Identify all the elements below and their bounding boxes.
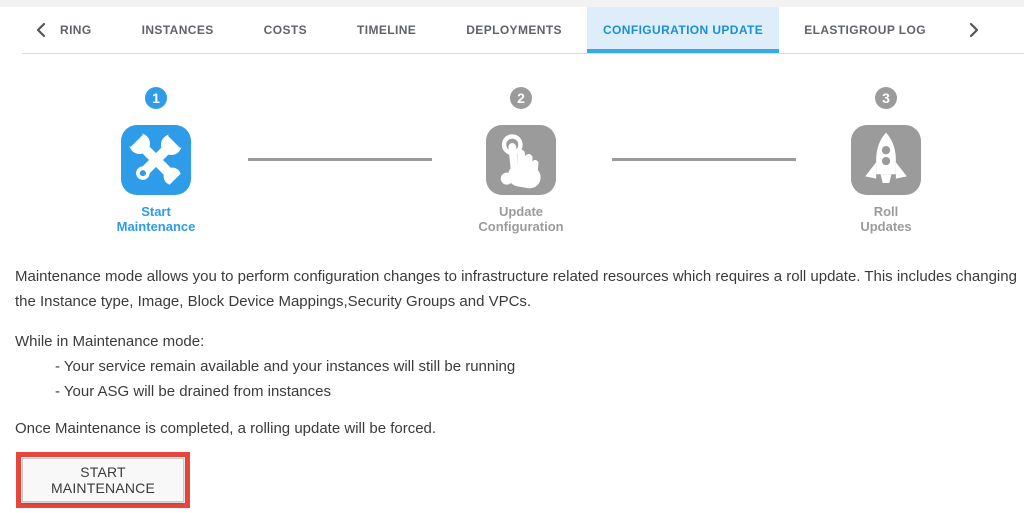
step-update-configuration xyxy=(451,80,591,234)
red-highlight-annotation xyxy=(16,452,190,508)
maintenance-description: Maintenance mode allows you to perform configuration changes to infrastructure related resources which requires a roll update. This includes changing the Instance type, Image, Block Device Mappings,Security Groups and VPCs. xyxy=(15,268,1017,310)
bullet-asg-drained: - Your ASG will be drained from instances xyxy=(55,383,331,400)
step-label: Roll Updates xyxy=(860,204,912,234)
step-label: Start Maintenance xyxy=(116,204,196,234)
tab-bar xyxy=(0,7,1024,53)
tap-icon xyxy=(486,125,556,195)
maintenance-stepper xyxy=(0,80,1024,250)
step-connector-1 xyxy=(248,158,432,161)
step-number-badge: 3 xyxy=(875,87,897,109)
step-connector-2 xyxy=(612,158,796,161)
chevron-left-icon[interactable] xyxy=(30,7,52,53)
step-label: Update Configuration xyxy=(478,204,564,234)
tab-deployments[interactable]: DEPLOYMENTS xyxy=(466,23,562,37)
window-top-strip xyxy=(0,0,1024,7)
tab-costs[interactable]: COSTS xyxy=(263,23,308,37)
tab-bar-divider xyxy=(22,53,1024,54)
rocket-icon xyxy=(851,125,921,195)
tools-icon xyxy=(121,125,191,195)
step-number-badge: 2 xyxy=(510,87,532,109)
step-number-badge: 1 xyxy=(145,87,167,109)
while-in-maintenance-heading: While in Maintenance mode: xyxy=(15,333,205,350)
step-start-maintenance xyxy=(86,80,226,234)
step-roll-updates xyxy=(816,80,956,234)
tab-ring[interactable]: RING xyxy=(60,23,92,37)
chevron-right-icon[interactable] xyxy=(963,7,985,53)
tab-configuration-update[interactable]: CONFIGURATION UPDATE xyxy=(587,7,779,53)
tab-elastigroup-log[interactable]: ELASTIGROUP LOG xyxy=(804,23,926,37)
tab-timeline[interactable]: TIMELINE xyxy=(357,23,417,37)
start-maintenance-button[interactable]: START MAINTENANCE xyxy=(22,458,184,502)
rolling-update-note: Once Maintenance is completed, a rolling update will be forced. xyxy=(15,420,437,437)
tab-instances[interactable]: INSTANCES xyxy=(141,23,214,37)
bullet-service-available: - Your service remain available and your instances will still be running xyxy=(55,358,516,375)
